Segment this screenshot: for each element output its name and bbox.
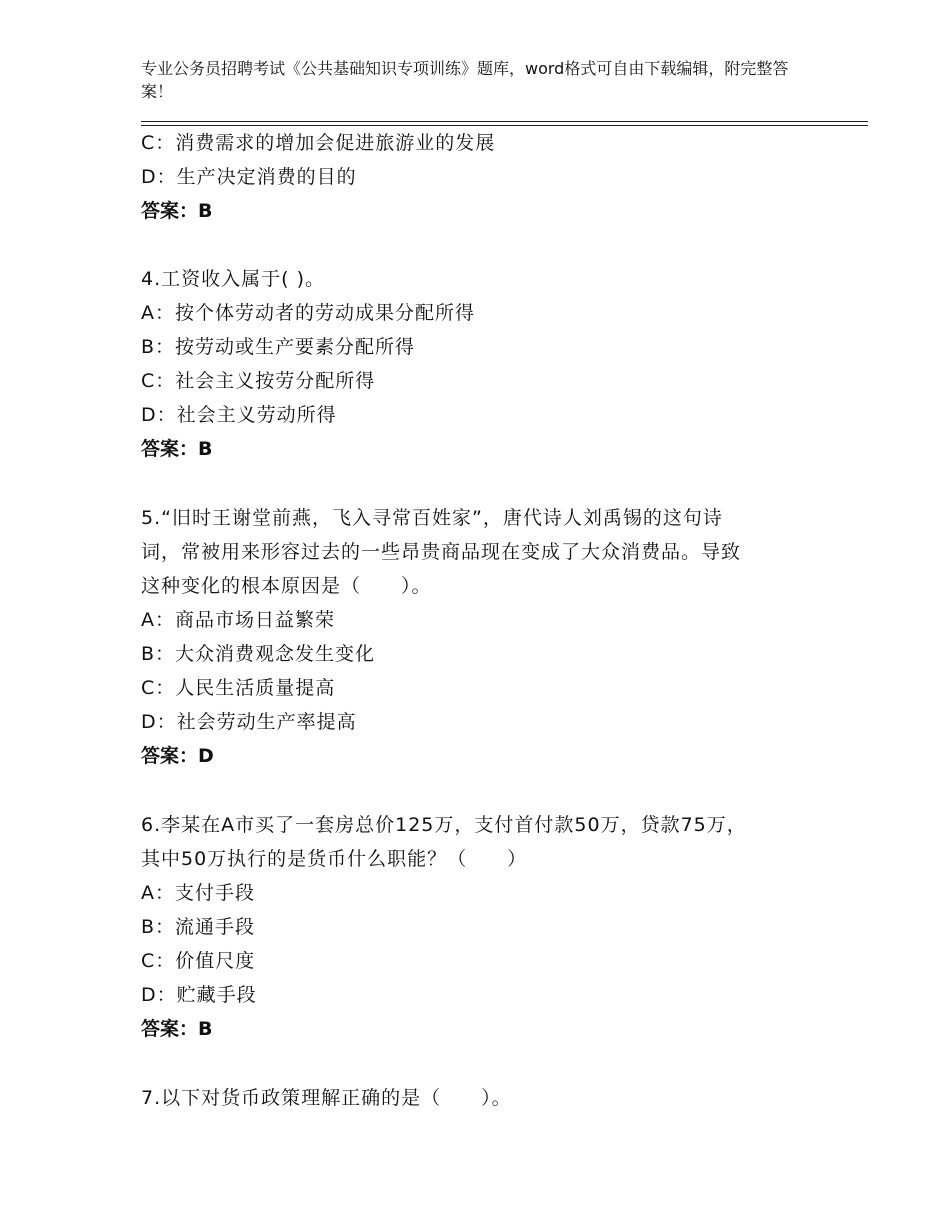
option-a: A：商品市场日益繁荣 (141, 609, 335, 631)
header-rule (141, 121, 868, 126)
option-d: D：生产决定消费的目的 (141, 166, 357, 188)
option-d: D：社会劳动生产率提高 (141, 711, 357, 733)
question-7: 7.以下对货币政策理解正确的是（ ）。 (141, 1087, 512, 1109)
option-c: C：价值尺度 (141, 950, 256, 972)
option-c: C：消费需求的增加会促进旅游业的发展 (141, 132, 496, 154)
question-5-line-3: 这种变化的根本原因是（ ）。 (141, 575, 432, 597)
question-6-line-1: 6.李某在A市买了一套房总价125万，支付首付款50万，贷款75万， (141, 814, 747, 836)
answer-line: 答案：B (141, 1018, 213, 1040)
option-a: A：按个体劳动者的劳动成果分配所得 (141, 302, 475, 324)
page-header: 专业公务员招聘考试《公共基础知识专项训练》题库，word格式可自由下载编辑，附完整答案！ (141, 59, 789, 101)
option-c: C：人民生活质量提高 (141, 677, 336, 699)
question-5-line-2: 词，常被用来形容过去的一些昂贵商品现在变成了大众消费品。导致 (141, 541, 742, 563)
option-d: D：社会主义劳动所得 (141, 404, 337, 426)
option-d: D：贮藏手段 (141, 984, 257, 1006)
question-4: 4.工资收入属于( )。 (141, 268, 325, 290)
option-c: C：社会主义按劳分配所得 (141, 370, 376, 392)
answer-line: 答案：D (141, 745, 214, 767)
option-b: B：大众消费观念发生变化 (141, 643, 376, 665)
question-6-line-2: 其中50万执行的是货币什么职能？（ ） (141, 848, 528, 870)
option-b: B：流通手段 (141, 916, 256, 938)
option-b: B：按劳动或生产要素分配所得 (141, 336, 416, 358)
answer-line: 答案：B (141, 438, 213, 460)
answer-line: 答案：B (141, 200, 213, 222)
option-a: A：支付手段 (141, 882, 255, 904)
question-5-line-1: 5.“旧时王谢堂前燕，飞入寻常百姓家”，唐代诗人刘禹锡的这句诗 (141, 507, 723, 529)
